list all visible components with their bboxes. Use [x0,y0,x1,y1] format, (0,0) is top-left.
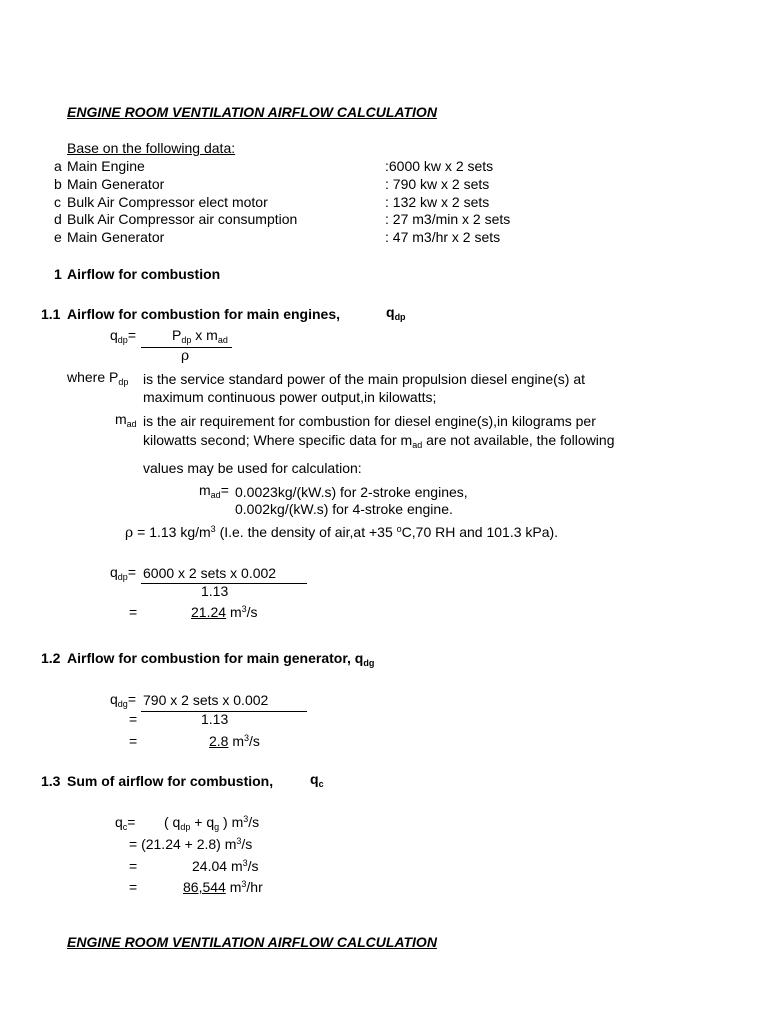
equals-sign: = [129,604,138,620]
where-label: where $P_{dp}$ [67,369,129,387]
formula-numerator: $P_{dp}$ x $m_{ad}$ [172,327,228,345]
page-title: ENGINE ROOM VENTILATION AIRFLOW CALCULATION [67,104,437,120]
equals-sign: = [129,711,138,727]
sum-result-m3hr: 86,544 $m^3/hr$ [183,879,263,895]
item-letter: d [54,211,62,227]
equals-sign: = [129,858,138,874]
section-number: 1.2 [41,650,61,666]
calc-numerator: 6000 x 2 sets x 0.002 [143,565,277,581]
item-label: Bulk Air Compressor elect motor [67,194,268,210]
calc-result: 21.24 $m^3/s$ [191,604,258,620]
item-label: Main Generator [67,229,165,245]
intro-text: Base on the following data: [67,140,236,156]
calc-result: 2.8 $m^3/s$ [209,733,260,749]
section-number: 1.1 [41,306,61,322]
mad-value-4stroke: 0.002kg/(kW.s) for 4-stroke engine. [235,501,453,517]
section-heading: Airflow for combustion for main generator, $q_{dg}$ [67,650,375,668]
sum-lhs: $q_c=$ [115,814,136,832]
item-value: : 790 kw x 2 sets [385,176,490,192]
item-letter: a [54,158,62,174]
sum-substituted: = (21.24 + 2.8) $m^3/s$ [129,836,253,852]
item-letter: b [54,176,62,192]
p-description: is the service standard power of the main propulsion diesel engine(s) at [143,371,586,387]
rho-line: ρ = 1.13 $kg/m^3$ (I.e. the density of air,at +35 $^o$C,70 RH and 101.3 kPa). [125,524,559,541]
calc-numerator: 790 x 2 sets x 0.002 [143,692,269,708]
item-value: :6000 kw x 2 sets [385,158,494,174]
section-heading: Airflow for combustion for main engines, [67,306,341,322]
formula-lhs: $q_{dp}=$ [110,327,136,345]
item-value: : 132 kw x 2 sets [385,194,490,210]
section-number: 1.3 [41,773,61,789]
calc-lhs: $q_{dp}=$ [110,564,136,582]
symbol-label: $q_c$ [310,771,324,789]
section-heading: Airflow for combustion [67,266,221,282]
formula-denominator: ρ [181,348,190,364]
sum-expression: ( $q_{dp} + q_g$ ) $m^3/s$ [164,814,260,832]
m-description-values: values may be used for calculation: [143,460,362,476]
equals-sign: = [129,733,138,749]
section-number: 1 [54,266,62,282]
m-symbol: $m_{ad}$ [115,411,137,429]
mad-value-2stroke: 0.0023kg/(kW.s) for 2-stroke engines, [235,484,468,500]
mad-symbol: $m_{ad}=$ [199,482,229,500]
item-label: Main Engine [67,158,145,174]
symbol-label: $q_{dp}$ [386,304,406,322]
calc-denominator: 1.13 [201,711,229,727]
repeated-page-title: ENGINE ROOM VENTILATION AIRFLOW CALCULATION [67,934,437,950]
item-label: Main Generator [67,176,165,192]
p-description-cont: maximum continuous power output,in kilowatts; [143,389,437,405]
equals-sign: = [129,879,138,895]
item-letter: c [54,194,61,210]
item-value: : 47 m3/hr x 2 sets [385,229,501,245]
calc-lhs: $q_{dg}=$ [110,691,136,709]
m-description-cont: kilowatts second; Where specific data for $m_{ad}$ are not available, the following [143,432,615,450]
section-heading: Sum of airflow for combustion, [67,773,274,789]
sum-result-m3s: 24.04 $m^3/s$ [192,858,259,874]
item-letter: e [54,229,62,245]
m-description: is the air requirement for combustion for diesel engine(s),in kilograms per [143,413,596,429]
calc-denominator: 1.13 [201,583,229,599]
item-label: Bulk Air Compressor air consumption [67,211,298,227]
item-value: : 27 m3/min x 2 sets [385,211,511,227]
